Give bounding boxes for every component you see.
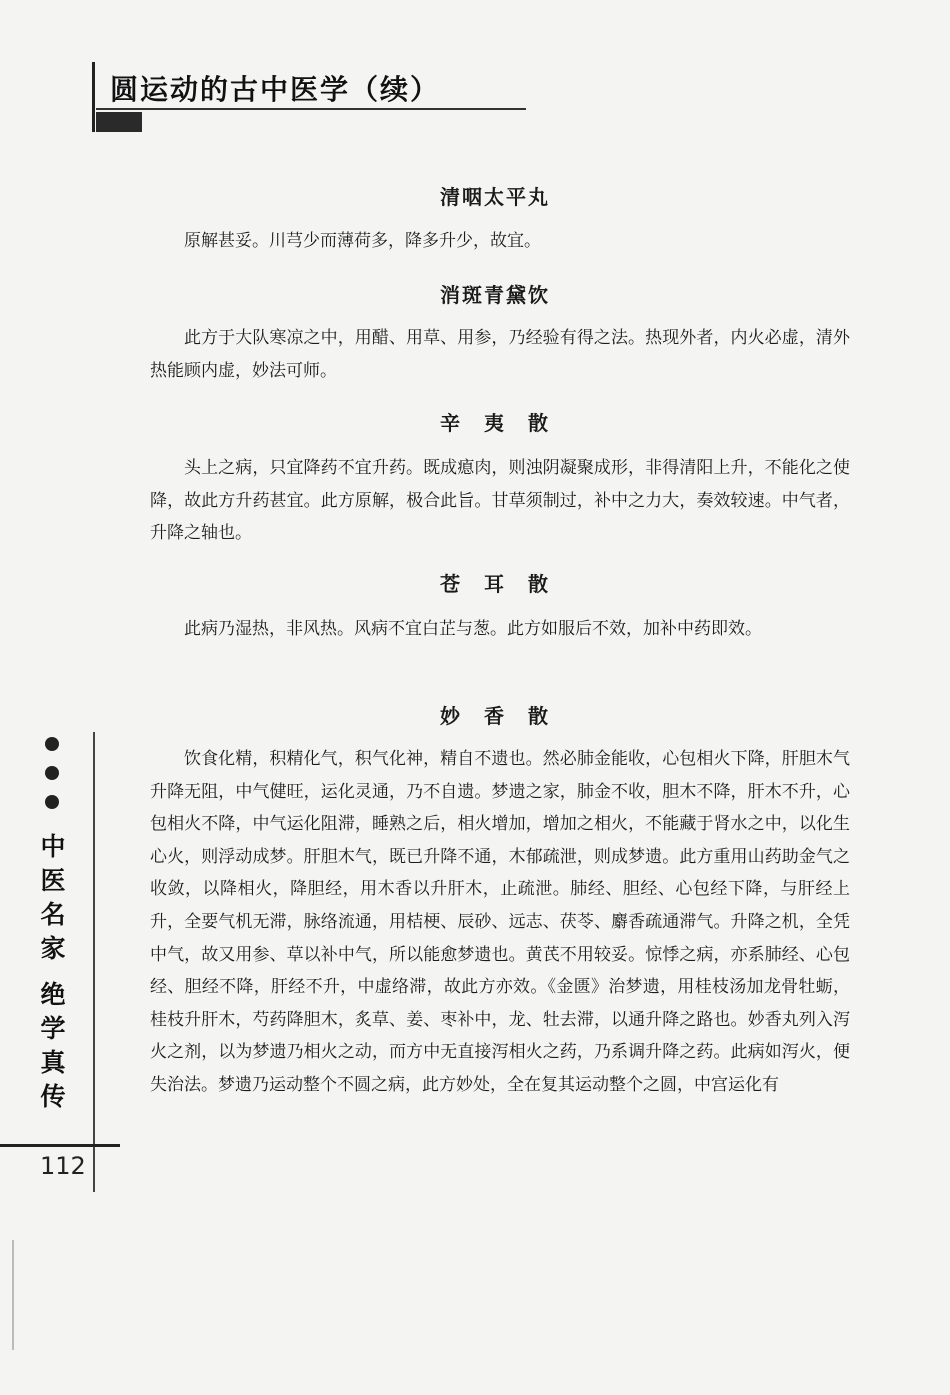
section-title-cang-er: 苍 耳 散: [440, 572, 550, 596]
section-title-xiaoban: 消斑青黛饮: [440, 283, 550, 307]
gutter-line: [12, 1240, 14, 1350]
header-vertical-bar: [92, 62, 95, 132]
sidebar-dot-2: [45, 766, 59, 780]
section-title-xinyi: 辛 夷 散: [440, 411, 550, 435]
sidebar-series-title: [38, 830, 68, 1114]
section-body-miaoxiang: 饮食化精，积精化气，积气化神，精自不遗也。然必肺金能收，心包相火下降，肝胆木气升降无阻，中气健旺，运化灵通，乃不自遗。梦遗之家，肺金不收，胆木不降，肝木不升，心包相火不降，中气运化阻滞，睡熟之后，相火增加，增加之相火，不能藏于肾水之中，以化生心火，则浮动成梦。肝胆木气，既已升降不通，木郁疏泄，则成梦遗。此方重用山药助金气之收敛，以降相火，降胆经，用木香以升肝木，止疏泄。肺经、胆经、心包经下降，与肝经上升，全要气机无滞，脉络流通，用桔梗、辰砂、远志、茯苓、麝香疏通滞气。升降之机，全凭中气，故又用参、草以补中气，所以能愈梦遗也。黄芪不用较妥。惊悸之病，亦系肺经、心包经、胆经不降，肝经不升，中虚络滞，故此方亦效。《金匮》治梦遗，用桂枝汤加龙骨牡蛎，桂枝升肝木，芍药降胆木，炙草、姜、枣补中，龙、牡去滞，以通升降之路也。妙香丸列入泻火之剂，以为梦遗乃相火之动，而方中无直接泻相火之药，乃系调升降之药。此病如泻火，便失治法。梦遗乃运动整个不圆之病，此方妙处，全在复其运动整个之圆，中宫运化有: [150, 749, 850, 1095]
sidebar-bottom-rule: [0, 1144, 120, 1147]
page-number: 112: [40, 1152, 86, 1180]
section-body-xiaoban: 此方于大队寒凉之中，用醋、用草、用参，乃经验有得之法。热现外者，内火必虚，清外热能顾内虚，妙法可师。: [150, 328, 850, 381]
section-body-xinyi: 头上之病，只宜降药不宜升药。既成瘜肉，则浊阴凝聚成形，非得清阳上升，不能化之使降，故此方升药甚宜。此方原解，极合此旨。甘草须制过，补中之力大，奏效较速。中气者，升降之轴也。: [150, 458, 850, 544]
sidebar-dot-1: [45, 737, 59, 751]
sidebar-vertical-rule: [93, 732, 95, 1192]
section-body-qingyan: 原解甚妥。川芎少而薄荷多，降多升少，故宜。: [184, 231, 541, 251]
sidebar-dot-3: [45, 795, 59, 809]
section-title-miaoxiang: 妙 香 散: [440, 704, 550, 728]
header-block-mark: [96, 112, 142, 132]
running-header-title: 圆运动的古中医学（续）: [110, 73, 441, 106]
sidebar-series-line-2: 绝学真传: [40, 980, 66, 1111]
sidebar-series-line-1: 中医名家: [40, 832, 66, 963]
header-rule: [96, 108, 526, 110]
section-title-qingyan: 清咽太平丸: [440, 185, 550, 209]
section-body-cang-er: 此病乃湿热，非风热。风病不宜白芷与葱。此方如服后不效，加补中药即效。: [184, 619, 762, 639]
